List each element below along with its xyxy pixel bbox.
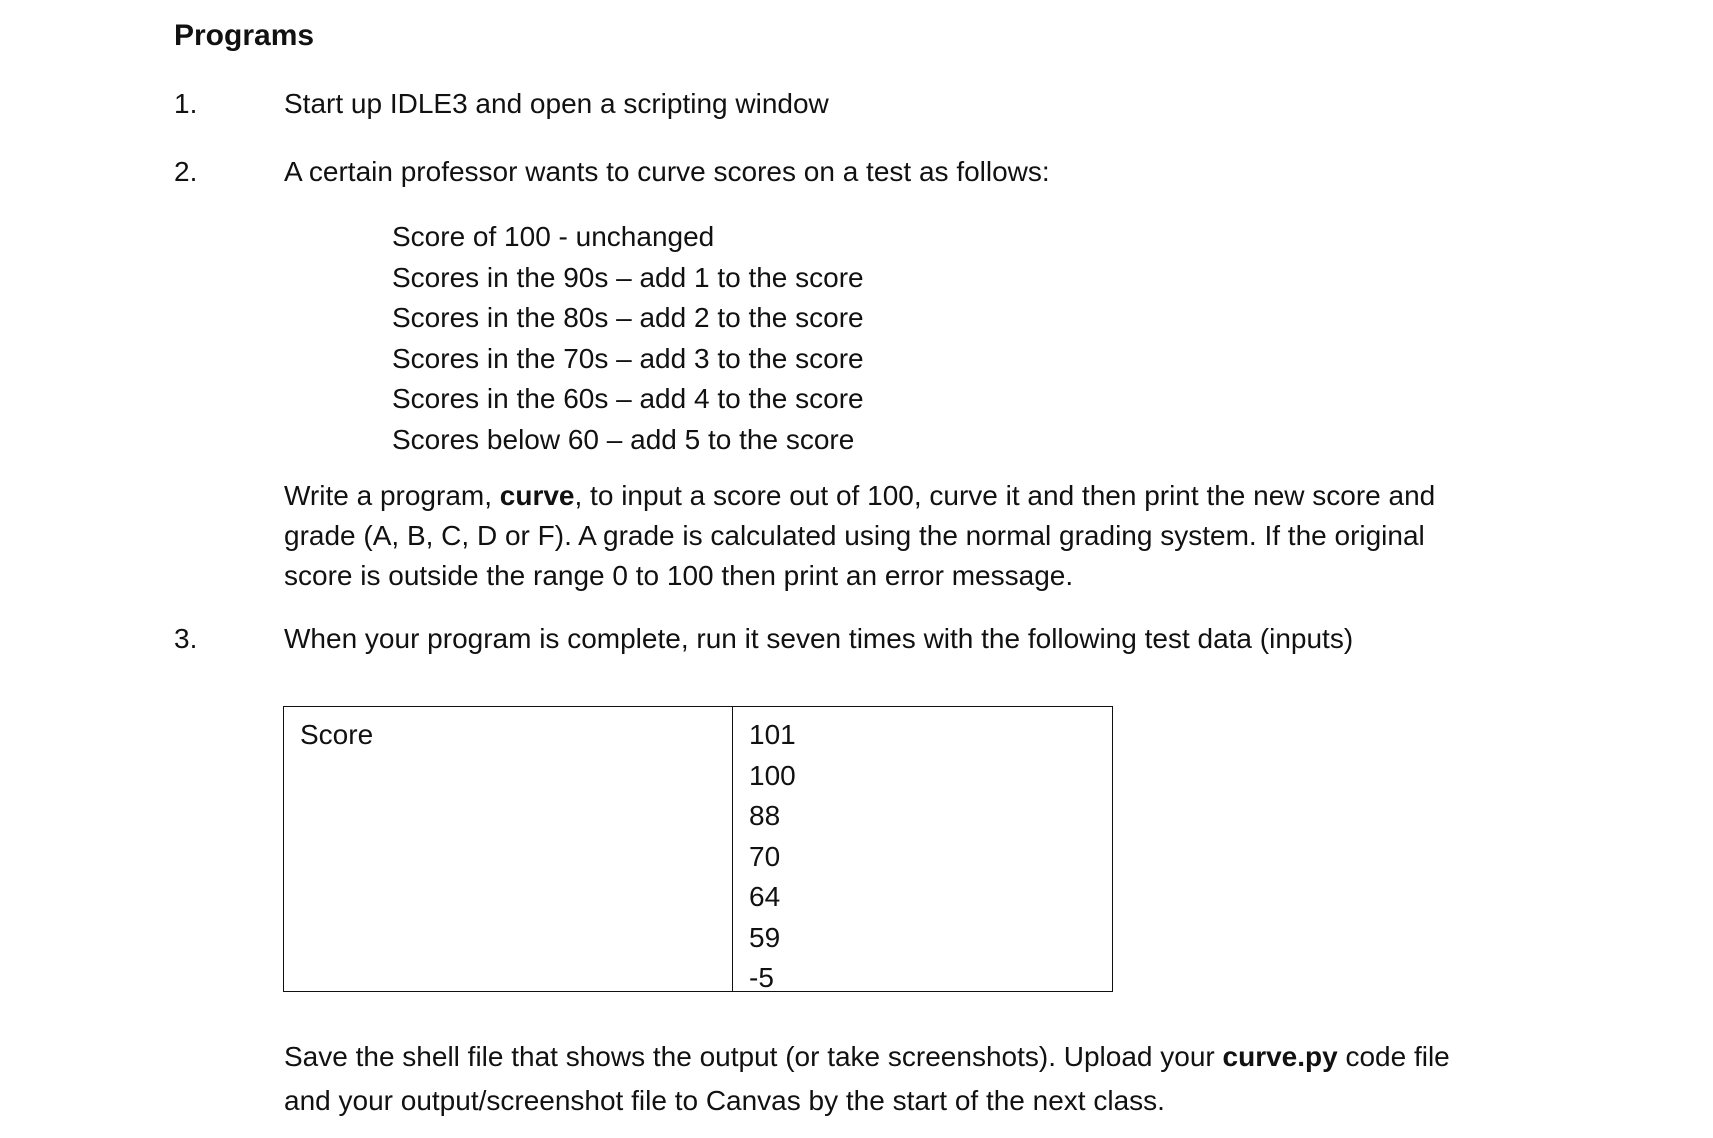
test-value: 70 — [749, 840, 781, 872]
step-3-text: When your program is complete, run it seven times with the following test data (inputs) — [284, 623, 1354, 654]
task-line-2: grade (A, B, C, D or F). A grade is calculated using the normal grading system. If the original — [284, 520, 1425, 551]
program-name: curve — [499, 480, 575, 511]
curve-rule: Scores in the 60s – add 4 to the score — [392, 383, 864, 414]
curve-rule: Scores in the 80s – add 2 to the score — [392, 302, 864, 333]
page-title: Programs — [174, 19, 315, 52]
curve-rule: Score of 100 - unchanged — [392, 221, 715, 252]
test-data-table — [283, 706, 1113, 992]
step-3-number: 3. — [174, 623, 198, 654]
task-line-1 — [284, 476, 1584, 516]
table-label: Score — [300, 719, 374, 750]
submission-text: Save the shell file that shows the output (or take screenshots). Upload your — [284, 1041, 1223, 1072]
curve-rules-list — [392, 217, 864, 460]
curve-rule: Scores in the 90s – add 1 to the score — [392, 261, 864, 293]
test-value: -5 — [749, 962, 774, 993]
submission-paragraph — [284, 1035, 1584, 1123]
step-2-text: A certain professor wants to curve scores on a test as follows: — [284, 156, 1050, 187]
task-text: , to input a score out of 100, curve it and then print the new score and — [574, 480, 1436, 511]
step-2-number: 2. — [174, 156, 198, 187]
code-file-name: curve.py — [1222, 1041, 1338, 1072]
test-value: 64 — [749, 881, 781, 912]
task-paragraph — [284, 476, 1584, 596]
curve-rule: Scores below 60 – add 5 to the score — [392, 423, 855, 455]
step-1-text: Start up IDLE3 and open a scripting window — [284, 88, 829, 119]
task-text: Write a program, — [284, 480, 500, 511]
test-value: 101 — [749, 719, 796, 750]
submission-text: code file — [1337, 1041, 1450, 1072]
task-line-3: score is outside the range 0 to 100 then print an error message. — [284, 560, 1074, 591]
test-value: 100 — [749, 759, 796, 791]
table-values-cell — [733, 707, 1112, 991]
test-value: 59 — [749, 921, 781, 953]
step-1-number: 1. — [174, 88, 198, 119]
submission-line-2: and your output/screenshot file to Canvas by the start of the next class. — [284, 1085, 1165, 1116]
test-value: 88 — [749, 800, 781, 831]
curve-rule: Scores in the 70s – add 3 to the score — [392, 342, 864, 374]
submission-line-1 — [284, 1035, 1584, 1079]
table-label-cell — [284, 707, 733, 991]
